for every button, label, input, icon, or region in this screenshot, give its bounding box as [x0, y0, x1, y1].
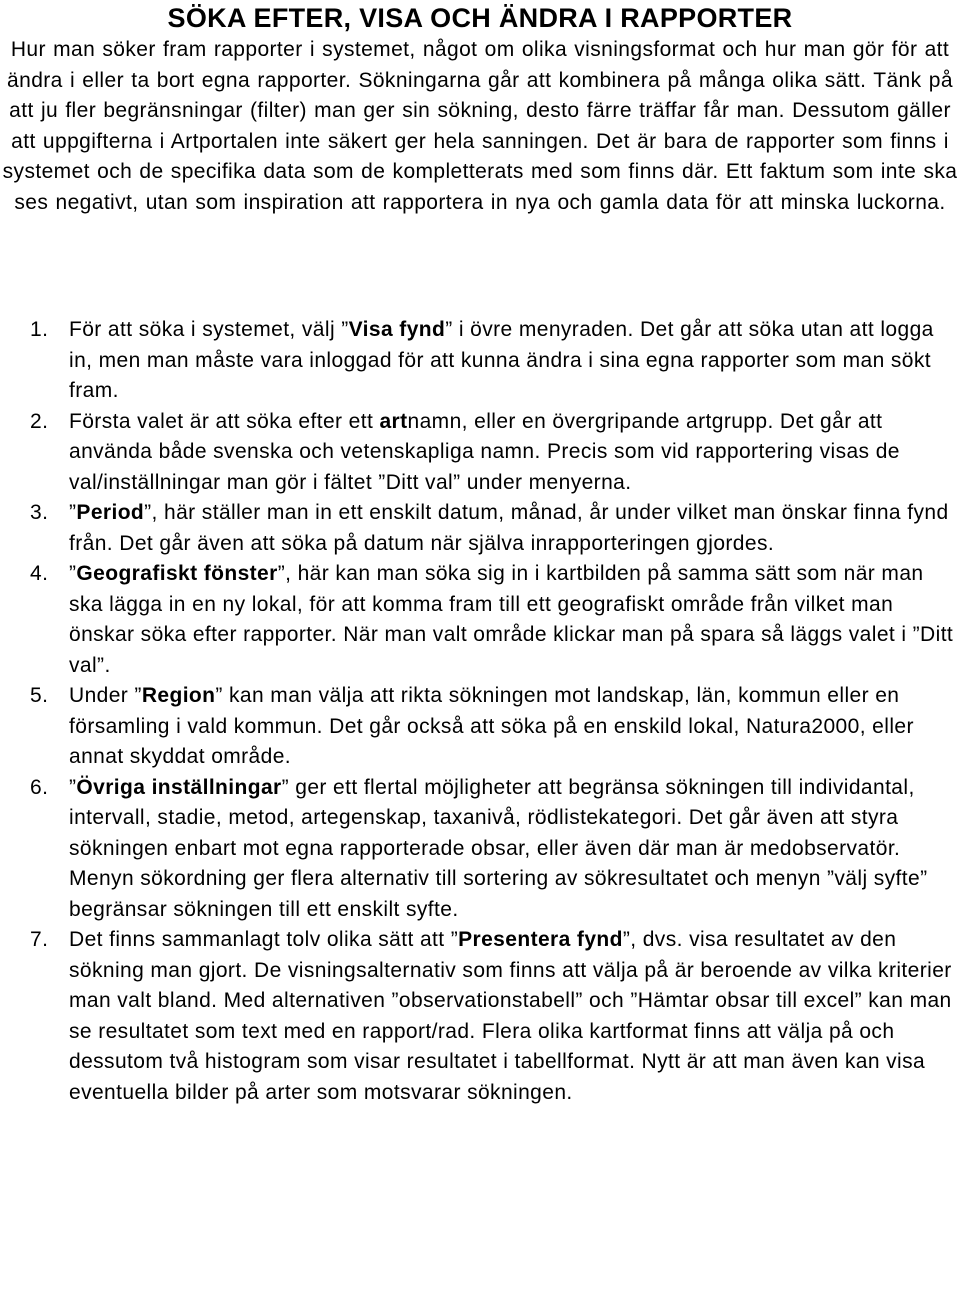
list-item-text-post: ”, här kan man söka sig in i kartbilden på samma sätt som när man ska lägga in en ny lokal, för att komma fram till ett geografiskt område från vilket man önskar söka efter rapporter. När man valt område klickar man på spara så läggs valet i ”Ditt val”. [69, 562, 954, 677]
list-item [0, 407, 960, 499]
list-item [0, 773, 960, 926]
intro-paragraph: Hur man söker fram rapporter i systemet, något om olika visningsformat och hur man gör för att ändra i eller ta bort egna rapporter. Sökningarna går att kombinera på många olika sätt. Tänk på att ju fler begränsningar (filter) man ger sin sökning, desto färre träffar får man. Dessutom gäller att uppgifterna i Artportalen inte säkert ger hela sanningen. Det är bara de rapporter som finns i systemet och de specifika data som de kompletterats med som finns där. Ett faktum som inte ska ses negativt, utan som inspiration att rapportera in nya och gamla data för att minska luckorna. [2, 38, 958, 214]
instruction-list [0, 315, 960, 1108]
list-item-text-post: ” i övre menyraden. Det går att söka utan att logga in, men man måste vara inloggad för att kunna ändra i sina egna rapporter som man sökt fram. [69, 318, 934, 402]
list-item-text-post: ”, dvs. visa resultatet av den sökning man gjort. De visningsalternativ som finns att välja på är beroende av vilka kriterier man valt bland. Med alternativen ”observationstabell” och ”Hämtar obsar till excel” kan man se resultatet som text med en rapport/rad. Flera olika kartformat finns att välja på och dessutom två histogram som visar resultatet i tabellformat. Nytt är att man även kan visa eventuella bilder på arter som motsvarar sökningen. [69, 928, 952, 1104]
list-item [0, 559, 960, 681]
list-item-text-post: ” ger ett flertal möjligheter att begränsa sökningen till individantal, intervall, stadie, metod, artegenskap, taxanivå, rödlistekategori. Det går även att styra sökningen enbart mot egna rapporterade obsar, eller även där man är medobservatör. Menyn sökordning ger flera alternativ till sortering av sökresultatet och menyn ”välj syfte” begränsar sökningen till ett enskilt syfte. [69, 775, 928, 921]
list-item-text-pre: Under ” [69, 684, 142, 707]
list-item-number: 2. [30, 409, 49, 433]
list-item-text-pre: ” [69, 775, 77, 799]
list-item-text-pre: ” [69, 501, 77, 524]
list-item-keyword: Geografiskt fönster [76, 562, 278, 585]
list-item [0, 498, 960, 559]
list-item-number: 1. [30, 318, 49, 341]
list-item-text-post: ”, här ställer man in ett enskilt datum, månad, år under vilket man önskar finna fynd från. Det går även att söka på datum när själva inrapporteringen gjordes. [69, 501, 949, 555]
list-item-keyword: Period [76, 501, 145, 524]
list-item-keyword: Region [141, 684, 216, 707]
list-item-text-post: ” kan man välja att rikta sökningen mot landskap, län, kommun eller en församling i vald kommun. Det går också att söka på en enskild lokal, Natura2000, eller annat skyddat område. [69, 684, 914, 768]
list-item [0, 315, 960, 407]
list-item-keyword: Övriga inställningar [76, 775, 282, 799]
list-item-keyword: art [379, 409, 408, 433]
list-item-text-pre: För att söka i systemet, välj ” [69, 318, 349, 341]
list-item-text-post: namn, eller en övergripande artgrupp. Det går att använda både svenska och vetenskapliga namn. Precis som vid rapportering visas de val/inställningar man gör i fältet ”Ditt val” under menyerna. [69, 409, 900, 494]
list-item-text-pre: ” [69, 562, 77, 585]
list-item-number: 7. [30, 928, 49, 951]
list-item-number: 3. [30, 501, 49, 524]
list-item-number: 6. [30, 775, 49, 799]
list-item-keyword: Presentera fynd [458, 928, 623, 951]
list-item-text-pre: Det finns sammanlagt tolv olika sätt att ” [69, 928, 459, 951]
list-item-text-pre: Första valet är att söka efter ett [69, 409, 380, 433]
list-item [0, 681, 960, 773]
list-item [0, 925, 960, 1108]
list-item-number: 4. [30, 562, 49, 585]
list-item-keyword: Visa fynd [348, 318, 446, 341]
page-title: SÖKA EFTER, VISA OCH ÄNDRA I RAPPORTER [167, 3, 793, 33]
list-item-number: 5. [30, 684, 49, 707]
